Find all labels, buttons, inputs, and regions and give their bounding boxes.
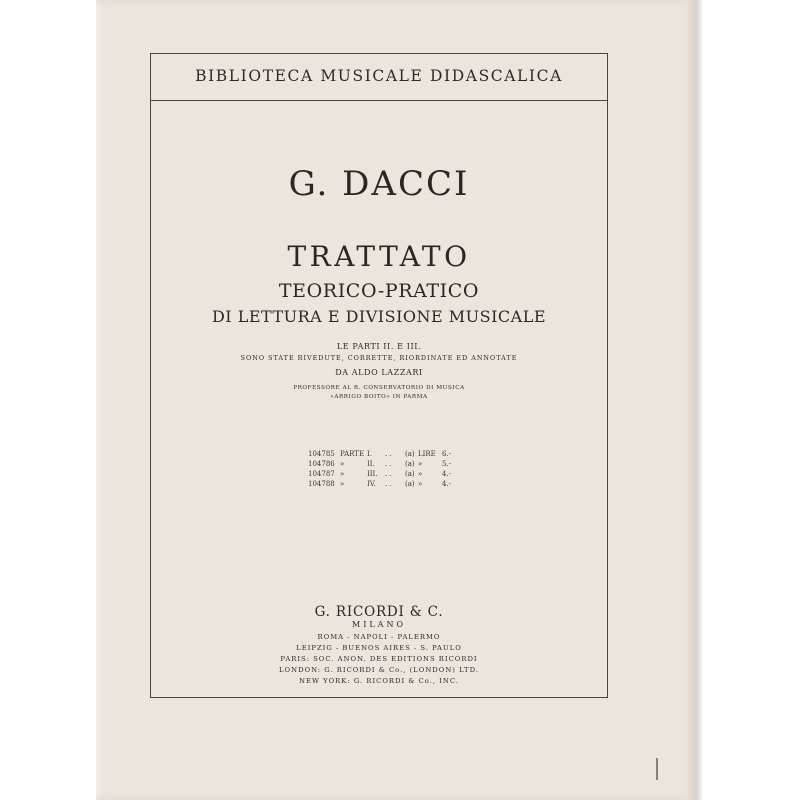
catalog-mark: (a) <box>405 480 415 488</box>
catalog-mark: (a) <box>405 460 415 468</box>
branch-line: PARIS: SOC. ANON. DES EDITIONS RICORDI <box>280 655 478 663</box>
branch-line: LONDON: G. RICORDI & Co., (LONDON) LTD. <box>279 666 479 674</box>
title-frame <box>150 53 608 698</box>
catalog-dots: . . <box>385 460 392 468</box>
catalog-number: 104787 <box>308 470 335 478</box>
catalog-label: » <box>340 480 345 488</box>
catalog-row <box>308 459 478 469</box>
catalog-price: 4.- <box>442 470 452 478</box>
background-right <box>702 0 800 800</box>
catalog-price: 4.- <box>442 480 452 488</box>
series-title: BIBLIOTECA MUSICALE DIDASCALICA <box>195 67 563 85</box>
publisher-city: MILANO <box>352 620 406 629</box>
catalog-number: 104788 <box>308 480 335 488</box>
catalog-unit: » <box>418 460 423 468</box>
branch-line: LEIPZIG - BUENOS AIRES - S. PAULO <box>296 644 462 652</box>
subtitle-line-2: DI LETTURA E DIVISIONE MUSICALE <box>211 307 547 326</box>
editor-title-1: PROFESSORE AL R. CONSERVATORIO DI MUSICA <box>293 385 465 391</box>
catalog-label: » <box>340 470 345 478</box>
catalog-price: 5.- <box>442 460 452 468</box>
editor-name: DA ALDO LAZZARI <box>335 368 423 377</box>
branch-line: NEW YORK: G. RICORDI & Co., INC. <box>299 677 459 685</box>
catalog-mark: (a) <box>405 450 415 458</box>
catalog-part: III. <box>367 470 378 478</box>
series-band <box>151 54 607 101</box>
branch-line: ROMA - NAPOLI - PALERMO <box>317 633 441 641</box>
catalog-row <box>308 449 478 459</box>
catalog-row <box>308 469 478 479</box>
page-edge <box>688 0 702 800</box>
publisher-name: G. RICORDI & C. <box>314 604 444 620</box>
catalog-dots: . . <box>385 470 392 478</box>
catalog-part: II. <box>367 460 375 468</box>
pencil-mark <box>656 758 658 780</box>
catalog-number: 104785 <box>308 450 335 458</box>
book-title: TRATTATO <box>287 240 471 273</box>
catalog-row <box>308 479 478 489</box>
catalog-mark: (a) <box>405 470 415 478</box>
publisher-branches <box>151 632 607 687</box>
subtitle-line-1: TEORICO-PRATICO <box>278 280 480 302</box>
author-name: G. DACCI <box>288 164 470 204</box>
catalog-unit: » <box>418 470 423 478</box>
catalog-label: PARTE <box>340 450 365 458</box>
catalog-price: 6.- <box>442 450 452 458</box>
editor-title-2: «ARRIGO BOITO» IN PARMA <box>330 394 428 400</box>
catalog-unit: » <box>418 480 423 488</box>
catalog-list <box>308 449 478 489</box>
edition-note-2: SONO STATE RIVEDUTE, CORRETTE, RIORDINATE ED ANNOTATE <box>240 354 518 362</box>
catalog-label: » <box>340 460 345 468</box>
edition-note-1: LE PARTI II. E III. <box>336 342 422 351</box>
catalog-unit: LIRE <box>418 450 436 458</box>
catalog-part: IV. <box>367 480 376 488</box>
catalog-dots: . . <box>385 480 392 488</box>
catalog-number: 104786 <box>308 460 335 468</box>
catalog-dots: . . <box>385 450 392 458</box>
catalog-part: I. <box>367 450 372 458</box>
